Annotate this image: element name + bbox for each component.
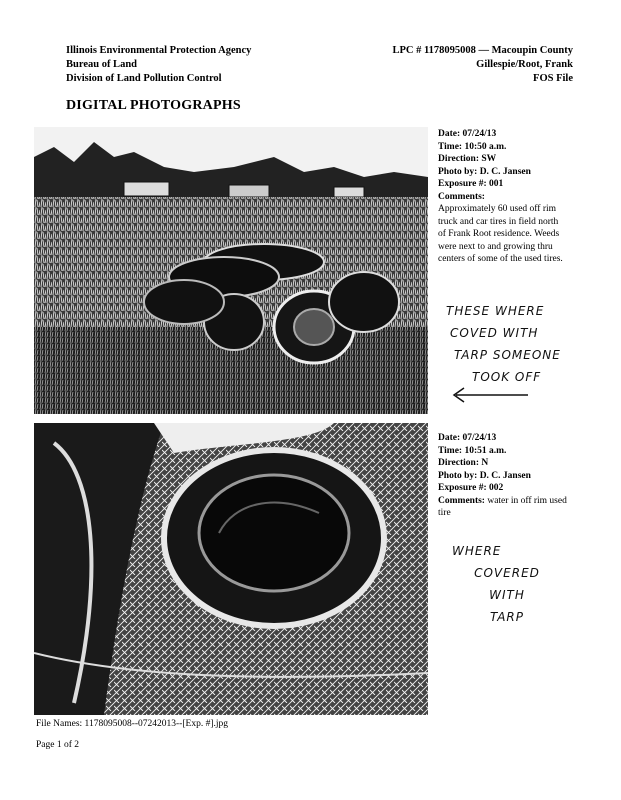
file-type: FOS File: [533, 73, 573, 84]
handwritten-note-1: [446, 300, 586, 388]
lpc-number: LPC # 1178095008 — Macoupin County: [392, 45, 573, 56]
photo-tires-in-field: [34, 127, 428, 414]
photo-1-time: Time: 10:50 a.m.: [438, 141, 507, 152]
division-name: Division of Land Pollution Control: [66, 73, 222, 84]
file-names: File Names: 1178095008--07242013--[Exp. #].jpg: [36, 719, 228, 729]
photo-2-exposure: Exposure #: 002: [438, 483, 504, 493]
photo-1-details: [438, 128, 568, 266]
photo-1-direction: Direction: SW: [438, 154, 497, 164]
arrow-left-icon: [450, 386, 530, 404]
photo-2-direction: Direction: N: [438, 458, 489, 468]
case-header: [392, 44, 573, 86]
handwritten-line: COVED WITH: [450, 326, 539, 340]
handwritten-line: TARP SOMEONE: [454, 348, 561, 362]
handwritten-note-2: [452, 540, 562, 628]
site-name: Gillespie/Root, Frank: [476, 59, 573, 70]
handwritten-line: THESE WHERE: [446, 304, 545, 318]
handwritten-line: WHERE: [452, 544, 502, 558]
photo-2-details: [438, 432, 568, 520]
photo-1-photographer: Photo by: D. C. Jansen: [438, 166, 531, 177]
handwritten-line: COVERED: [474, 566, 540, 580]
handwritten-line: TARP: [489, 610, 524, 624]
photo-1-comments: Approximately 60 used off rim truck and car tires in field north of Frank Root residence. Weeds were next to and growing thru centers of some of the used tires.: [438, 204, 563, 264]
handwritten-line: WITH: [489, 588, 525, 602]
handwritten-line: TOOK OFF: [472, 370, 542, 384]
agency-header: [66, 44, 251, 86]
photo-1-comments-label: Comments:: [438, 191, 485, 202]
photo-2-comments: water in off rim used tire: [438, 495, 567, 518]
page-title: DIGITAL PHOTOGRAPHS: [66, 98, 241, 113]
photo-2-photographer: Photo by: D. C. Jansen: [438, 470, 531, 481]
photo-2-time: Time: 10:51 a.m.: [438, 445, 507, 456]
page-number: Page 1 of 2: [36, 740, 80, 750]
bureau-name: Bureau of Land: [66, 59, 137, 70]
photo-1-exposure: Exposure #: 001: [438, 179, 504, 189]
photo-2-date: Date: 07/24/13: [438, 433, 497, 443]
agency-name: Illinois Environmental Protection Agency: [66, 45, 252, 56]
photo-2-comments-label: Comments:: [438, 495, 485, 506]
photo-1-date: Date: 07/24/13: [438, 129, 497, 139]
photo-tire-closeup: [34, 423, 428, 715]
